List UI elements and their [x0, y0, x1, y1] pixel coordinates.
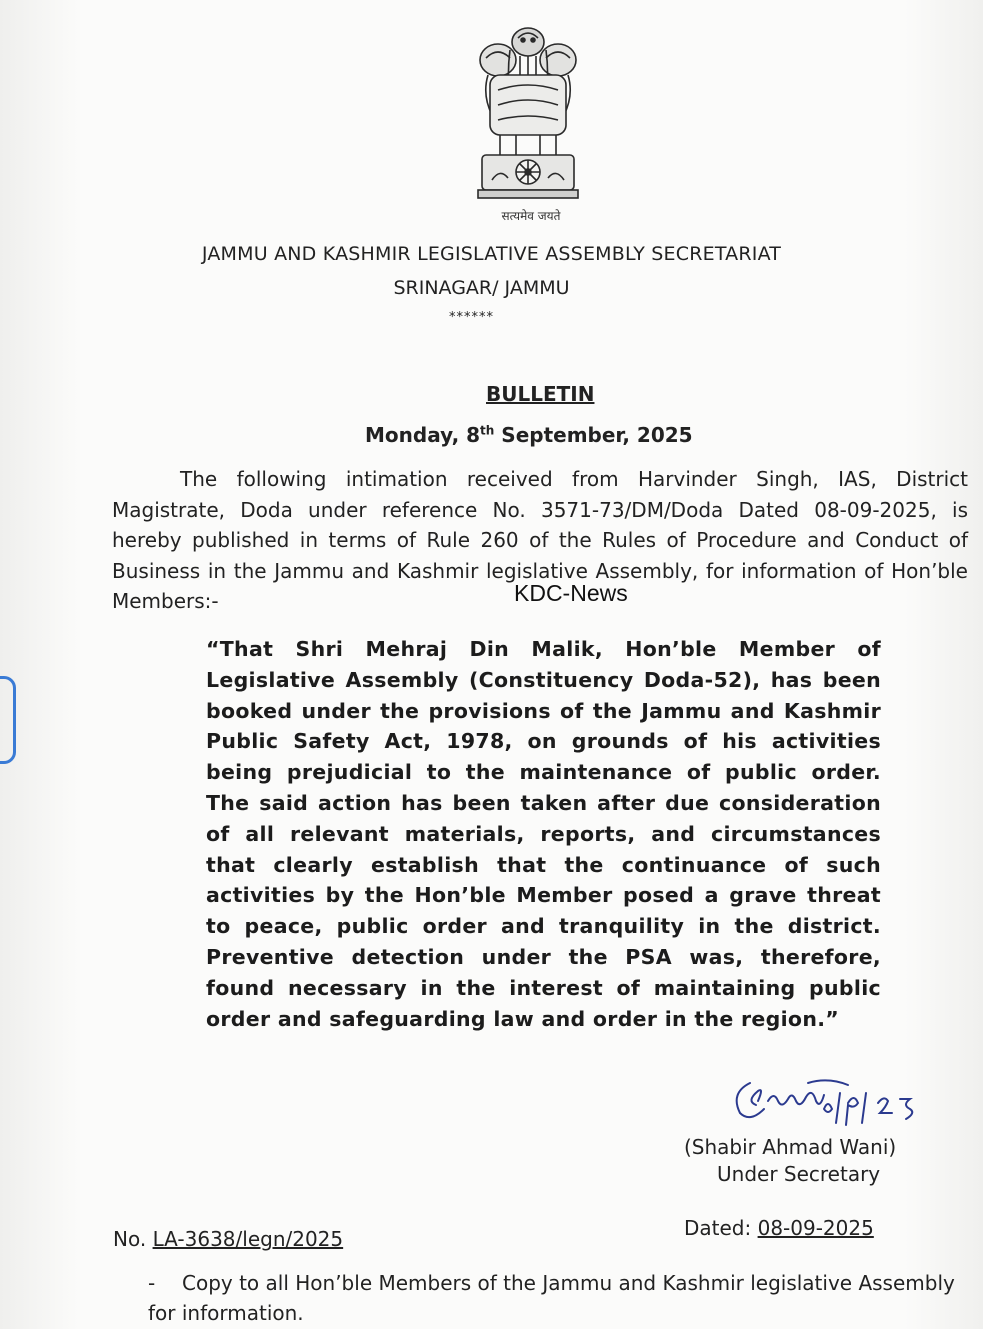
- quoted-intimation: “That Shri Mehraj Din Malik, Hon’ble Member of Legislative Assembly (Constituency Doda-52), has been booked under the provisions of the Jammu and Kashmir Public Safety Act, 1978, on grounds of his activities being prejudicial to the maintenance of public order. The said action has been taken after due consideration of all relevant materials, reports, and circumstances that clearly establish that the continuance of such activities by the Hon’ble Member posed a grave threat to peace, public order and tranquility in the district. Preventive detection under the PSA was, therefore, found necessary in the interest of maintaining public order and safeguarding law and order in the region.”: [206, 637, 881, 1031]
- handwritten-signature: [728, 1063, 928, 1133]
- signer-name: (Shabir Ahmad Wani): [684, 1135, 897, 1159]
- date-prefix: Monday, 8: [365, 423, 481, 447]
- copy-dash: -: [148, 1271, 156, 1295]
- dated-line: [684, 1216, 874, 1240]
- bulletin-title: BULLETIN: [486, 382, 595, 406]
- date-suffix: September, 2025: [494, 423, 693, 447]
- reference-value: LA-3638/legn/2025: [152, 1227, 344, 1251]
- dated-value: 08-09-2025: [757, 1216, 874, 1240]
- organization-location: SRINAGAR/ JAMMU: [393, 277, 570, 299]
- bulletin-date: [365, 423, 693, 447]
- date-superscript: th: [480, 423, 495, 438]
- watermark: KDC-News: [514, 580, 628, 606]
- copy-to-line: [148, 1268, 978, 1328]
- screen-edge-tab: [0, 676, 16, 764]
- emblem-motto: सत्यमेव जयते: [501, 209, 561, 223]
- organization-name: JAMMU AND KASHMIR LEGISLATIVE ASSEMBLY SECRETARIAT: [201, 243, 782, 265]
- header-separator: ******: [449, 310, 494, 325]
- national-emblem-icon: [468, 20, 588, 210]
- dated-label: Dated:: [684, 1216, 758, 1240]
- reference-number: [113, 1227, 343, 1251]
- copy-text: Copy to all Hon’ble Members of the Jammu and Kashmir legislative Assembly for information.: [148, 1271, 955, 1325]
- signer-designation: Under Secretary: [717, 1162, 881, 1186]
- intro-text: The following intimation received from Harvinder Singh, IAS, District Magistrate, Doda under reference No. 3571-73/DM/Doda Dated 08-09-2025, is hereby published in terms of Rule 260 of the Rules of Procedure and Conduct of Business in the Jammu and Kashmir legislative Assembly, for information of Hon’ble Members:-: [112, 467, 968, 613]
- reference-label: No.: [113, 1227, 153, 1251]
